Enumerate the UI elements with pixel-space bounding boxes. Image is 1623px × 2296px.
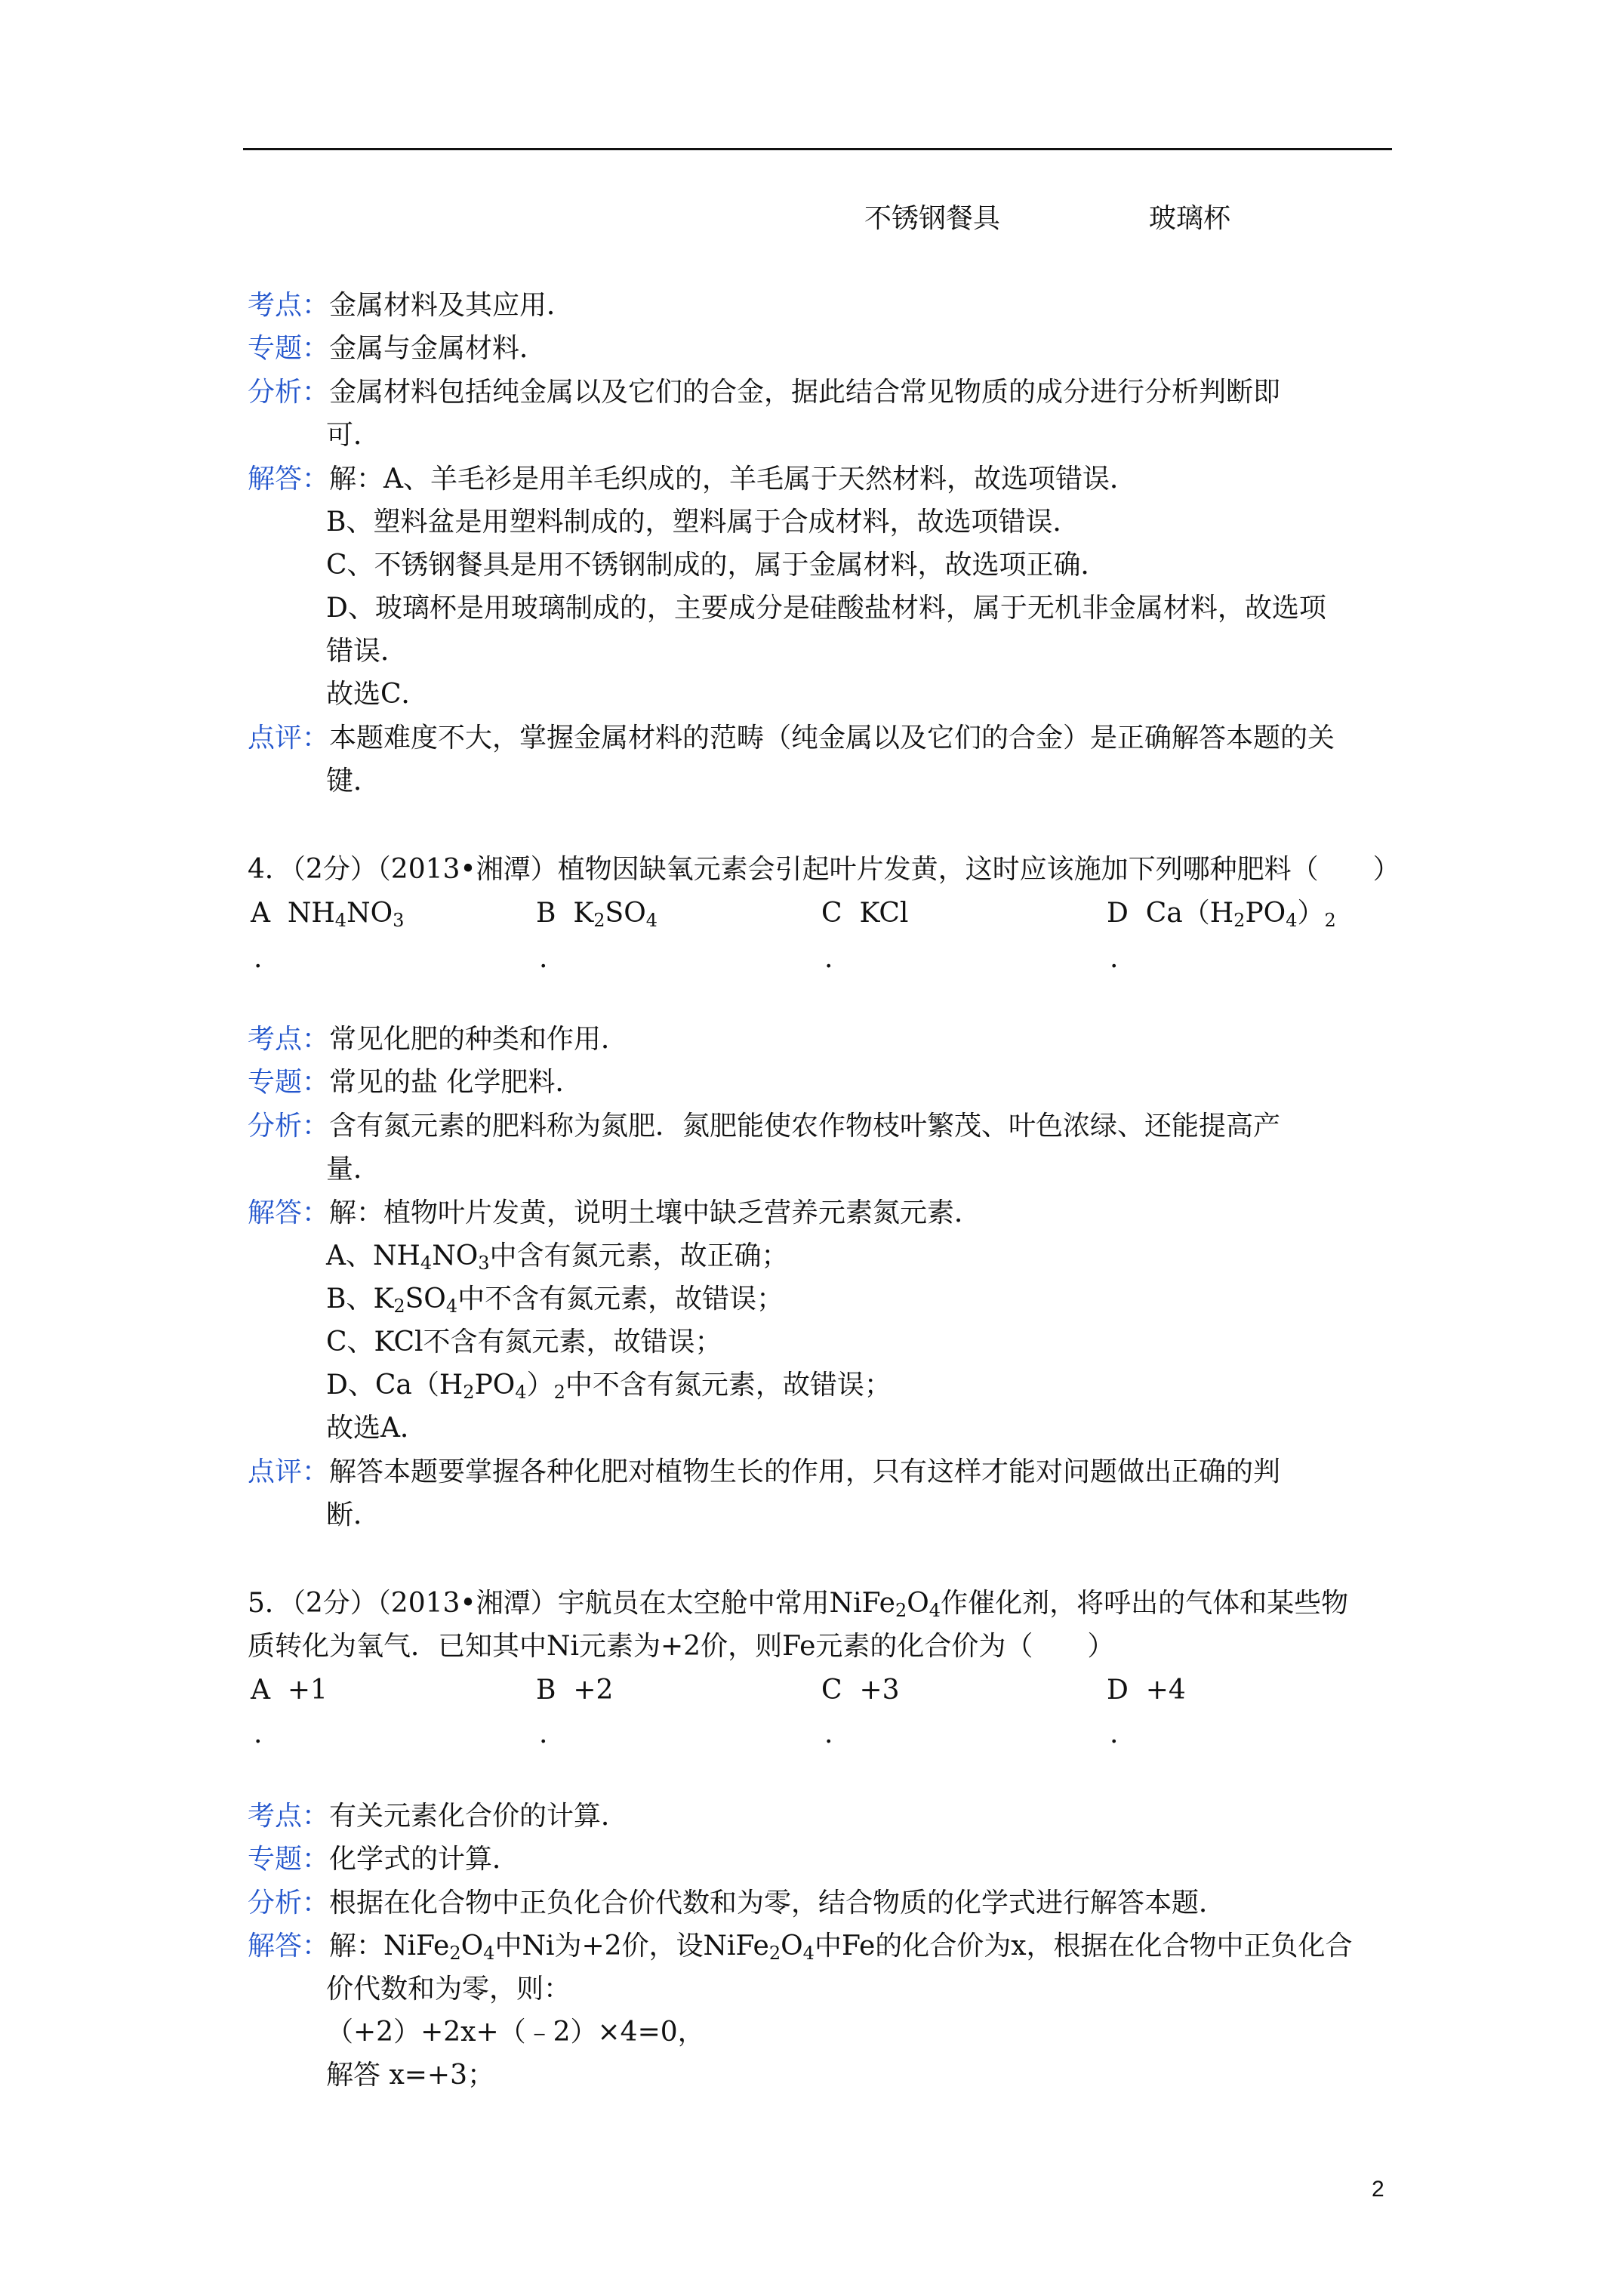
q4-jieda-4: C、KCl不含有氮元素，故错误； bbox=[326, 1327, 722, 1358]
q3-zhuanti-row bbox=[248, 334, 547, 364]
q3-kaodian-row bbox=[248, 291, 574, 321]
option-value: +3 bbox=[859, 1675, 900, 1706]
q4-jieda-6: 故选A． bbox=[326, 1413, 427, 1444]
jieda-label: 解答： bbox=[248, 1931, 330, 1962]
q3-kaodian: 金属材料及其应用． bbox=[329, 290, 574, 321]
option-value: +4 bbox=[1145, 1675, 1186, 1706]
option-letter: B bbox=[536, 898, 556, 929]
q3-jieda-5: 错误． bbox=[326, 636, 408, 667]
q5-jieda-row bbox=[248, 1931, 1353, 1962]
caption-stainless-tableware: 不锈钢餐具 bbox=[864, 203, 1001, 234]
fenxi-label: 分析： bbox=[248, 1111, 330, 1142]
dianping-label: 点评： bbox=[248, 1456, 330, 1487]
q4-jieda-3: B、$K_2SO_4$中不含有氮元素，故错误； bbox=[326, 1284, 784, 1317]
page-number: 2 bbox=[1372, 2177, 1384, 2202]
option-letter: A bbox=[251, 1675, 270, 1706]
dianping-label: 点评： bbox=[248, 723, 330, 754]
option-letter: A bbox=[251, 898, 270, 929]
q4-jieda-1: 解：植物叶片发黄，说明土壤中缺乏营养元素氮元素． bbox=[329, 1197, 982, 1228]
q3-jieda-6: 故选C． bbox=[326, 679, 429, 710]
q5-fenxi-row bbox=[248, 1888, 1226, 1918]
q3-jieda-4: D、玻璃杯是用玻璃制成的，主要成分是硅酸盐材料，属于无机非金属材料，故选项 bbox=[326, 593, 1326, 624]
q5-stem-1: 5．（2分）（2013•湘潭）宇航员在太空舱中常用$NiFe_2O_4$作催化剂，将呼出的气体和某些物 bbox=[248, 1588, 1349, 1621]
option-letter: D bbox=[1107, 898, 1129, 929]
q4-option-c-dot: . bbox=[824, 943, 833, 974]
caption-glass-cup: 玻璃杯 bbox=[1149, 203, 1231, 234]
header-rule bbox=[243, 148, 1392, 150]
q4-dianping-row bbox=[248, 1457, 1280, 1487]
q3-jieda-row bbox=[248, 464, 1137, 495]
q5-option-a-dot: . bbox=[254, 1718, 263, 1749]
q3-jieda-3: C、不锈钢餐具是用不锈钢制成的，属于金属材料，故选项正确． bbox=[326, 550, 1108, 581]
option-letter: C bbox=[821, 898, 842, 929]
zhuanti-label: 专题： bbox=[248, 1067, 330, 1098]
q3-dianping-1: 本题难度不大，掌握金属材料的范畴（纯金属以及它们的合金）是正确解答本题的关 bbox=[329, 723, 1335, 754]
q5-stem-2: 质转化为氧气．已知其中Ni元素为+2价，则Fe元素的化合价为（ ） bbox=[248, 1631, 1115, 1662]
q4-fenxi-1: 含有氮元素的肥料称为氮肥．氮肥能使农作物枝叶繁茂、叶色浓绿、还能提高产 bbox=[329, 1111, 1281, 1142]
q4-option-d-dot: . bbox=[1110, 943, 1119, 974]
option-letter: B bbox=[536, 1675, 556, 1706]
q4-fenxi-2: 量． bbox=[326, 1154, 381, 1185]
q4-zhuanti: 常见的盐 化学肥料． bbox=[329, 1067, 583, 1098]
q4-option-b: B $K_2SO_4$ bbox=[536, 898, 658, 931]
jieda-label: 解答： bbox=[248, 1197, 330, 1228]
q5-jieda-4: 解答 x=+3； bbox=[326, 2060, 494, 2091]
q5-option-a bbox=[251, 1675, 328, 1706]
q4-jieda-row bbox=[248, 1198, 981, 1228]
jieda-label: 解答： bbox=[248, 464, 330, 495]
option-letter: D bbox=[1107, 1675, 1129, 1706]
q3-fenxi-1: 金属材料包括纯金属以及它们的合金，据此结合常见物质的成分进行分析判断即 bbox=[329, 377, 1281, 408]
q3-zhuanti: 金属与金属材料． bbox=[329, 333, 547, 364]
q4-option-a-dot: . bbox=[254, 943, 263, 974]
q5-option-d bbox=[1107, 1675, 1186, 1706]
zhuanti-label: 专题： bbox=[248, 333, 330, 364]
q3-jieda-1: 解：A、羊毛衫是用羊毛织成的，羊毛属于天然材料，故选项错误． bbox=[329, 464, 1138, 495]
q4-fenxi-row bbox=[248, 1111, 1280, 1142]
q4-option-b-dot: . bbox=[539, 943, 548, 974]
q5-option-b-dot: . bbox=[539, 1718, 548, 1749]
q5-jieda-2: 价代数和为零，则： bbox=[326, 1974, 571, 2005]
option-value: +1 bbox=[287, 1675, 328, 1706]
q4-zhuanti-row bbox=[248, 1068, 582, 1098]
q5-fenxi: 根据在化合物中正负化合价代数和为零，结合物质的化学式进行解答本题． bbox=[329, 1888, 1227, 1918]
zhuanti-label: 专题： bbox=[248, 1844, 330, 1875]
q5-option-c-dot: . bbox=[824, 1718, 833, 1749]
q4-kaodian: 常见化肥的种类和作用． bbox=[329, 1024, 629, 1055]
kaodian-label: 考点： bbox=[248, 1801, 330, 1832]
q5-jieda-1: 解：$NiFe_2O_4$中Ni为+2价，设$NiFe_2O_4$中Fe的化合价为x，根据在化合物中正负化合 bbox=[329, 1931, 1353, 1964]
q4-option-c bbox=[821, 898, 908, 929]
q3-jieda-2: B、塑料盆是用塑料制成的，塑料属于合成材料，故选项错误． bbox=[326, 507, 1080, 538]
option-formula: KCl bbox=[859, 898, 909, 929]
q4-dianping-1: 解答本题要掌握各种化肥对植物生长的作用，只有这样才能对问题做出正确的判 bbox=[329, 1456, 1281, 1487]
q5-option-c bbox=[821, 1675, 900, 1706]
q3-dianping-2: 键． bbox=[326, 766, 381, 797]
q4-stem: 4．（2分）（2013•湘潭）植物因缺氧元素会引起叶片发黄，这时应该施加下列哪种肥料（ ） bbox=[248, 854, 1400, 885]
q5-kaodian: 有关元素化合价的计算． bbox=[329, 1801, 629, 1832]
q5-option-b bbox=[536, 1675, 613, 1706]
option-value: +2 bbox=[573, 1675, 614, 1706]
fenxi-label: 分析： bbox=[248, 1888, 330, 1918]
fenxi-label: 分析： bbox=[248, 377, 330, 408]
q3-fenxi-row bbox=[248, 378, 1280, 408]
q4-jieda-5: D、$Ca(H_2PO_4)_2$中不含有氮元素，故错误； bbox=[326, 1370, 892, 1403]
q4-dianping-2: 断． bbox=[326, 1499, 381, 1530]
q5-zhuanti: 化学式的计算． bbox=[329, 1844, 520, 1875]
q4-option-a: A $NH_4NO_3$ bbox=[251, 898, 405, 931]
q5-option-d-dot: . bbox=[1110, 1718, 1119, 1749]
q3-fenxi-2: 可． bbox=[326, 420, 381, 451]
kaodian-label: 考点： bbox=[248, 1024, 330, 1055]
kaodian-label: 考点： bbox=[248, 290, 330, 321]
q4-kaodian-row bbox=[248, 1025, 628, 1055]
q5-zhuanti-row bbox=[248, 1845, 519, 1875]
q5-kaodian-row bbox=[248, 1801, 628, 1832]
q4-option-d: D $Ca(H_2PO_4)_2$ bbox=[1107, 898, 1336, 931]
option-letter: C bbox=[821, 1675, 842, 1706]
q5-jieda-3: （+2）+2x+（﹣2）×4=0， bbox=[326, 2017, 705, 2048]
q4-jieda-2: A、$NH_4NO_3$中含有氮元素，故正确； bbox=[326, 1240, 789, 1274]
q3-dianping-row bbox=[248, 723, 1335, 754]
